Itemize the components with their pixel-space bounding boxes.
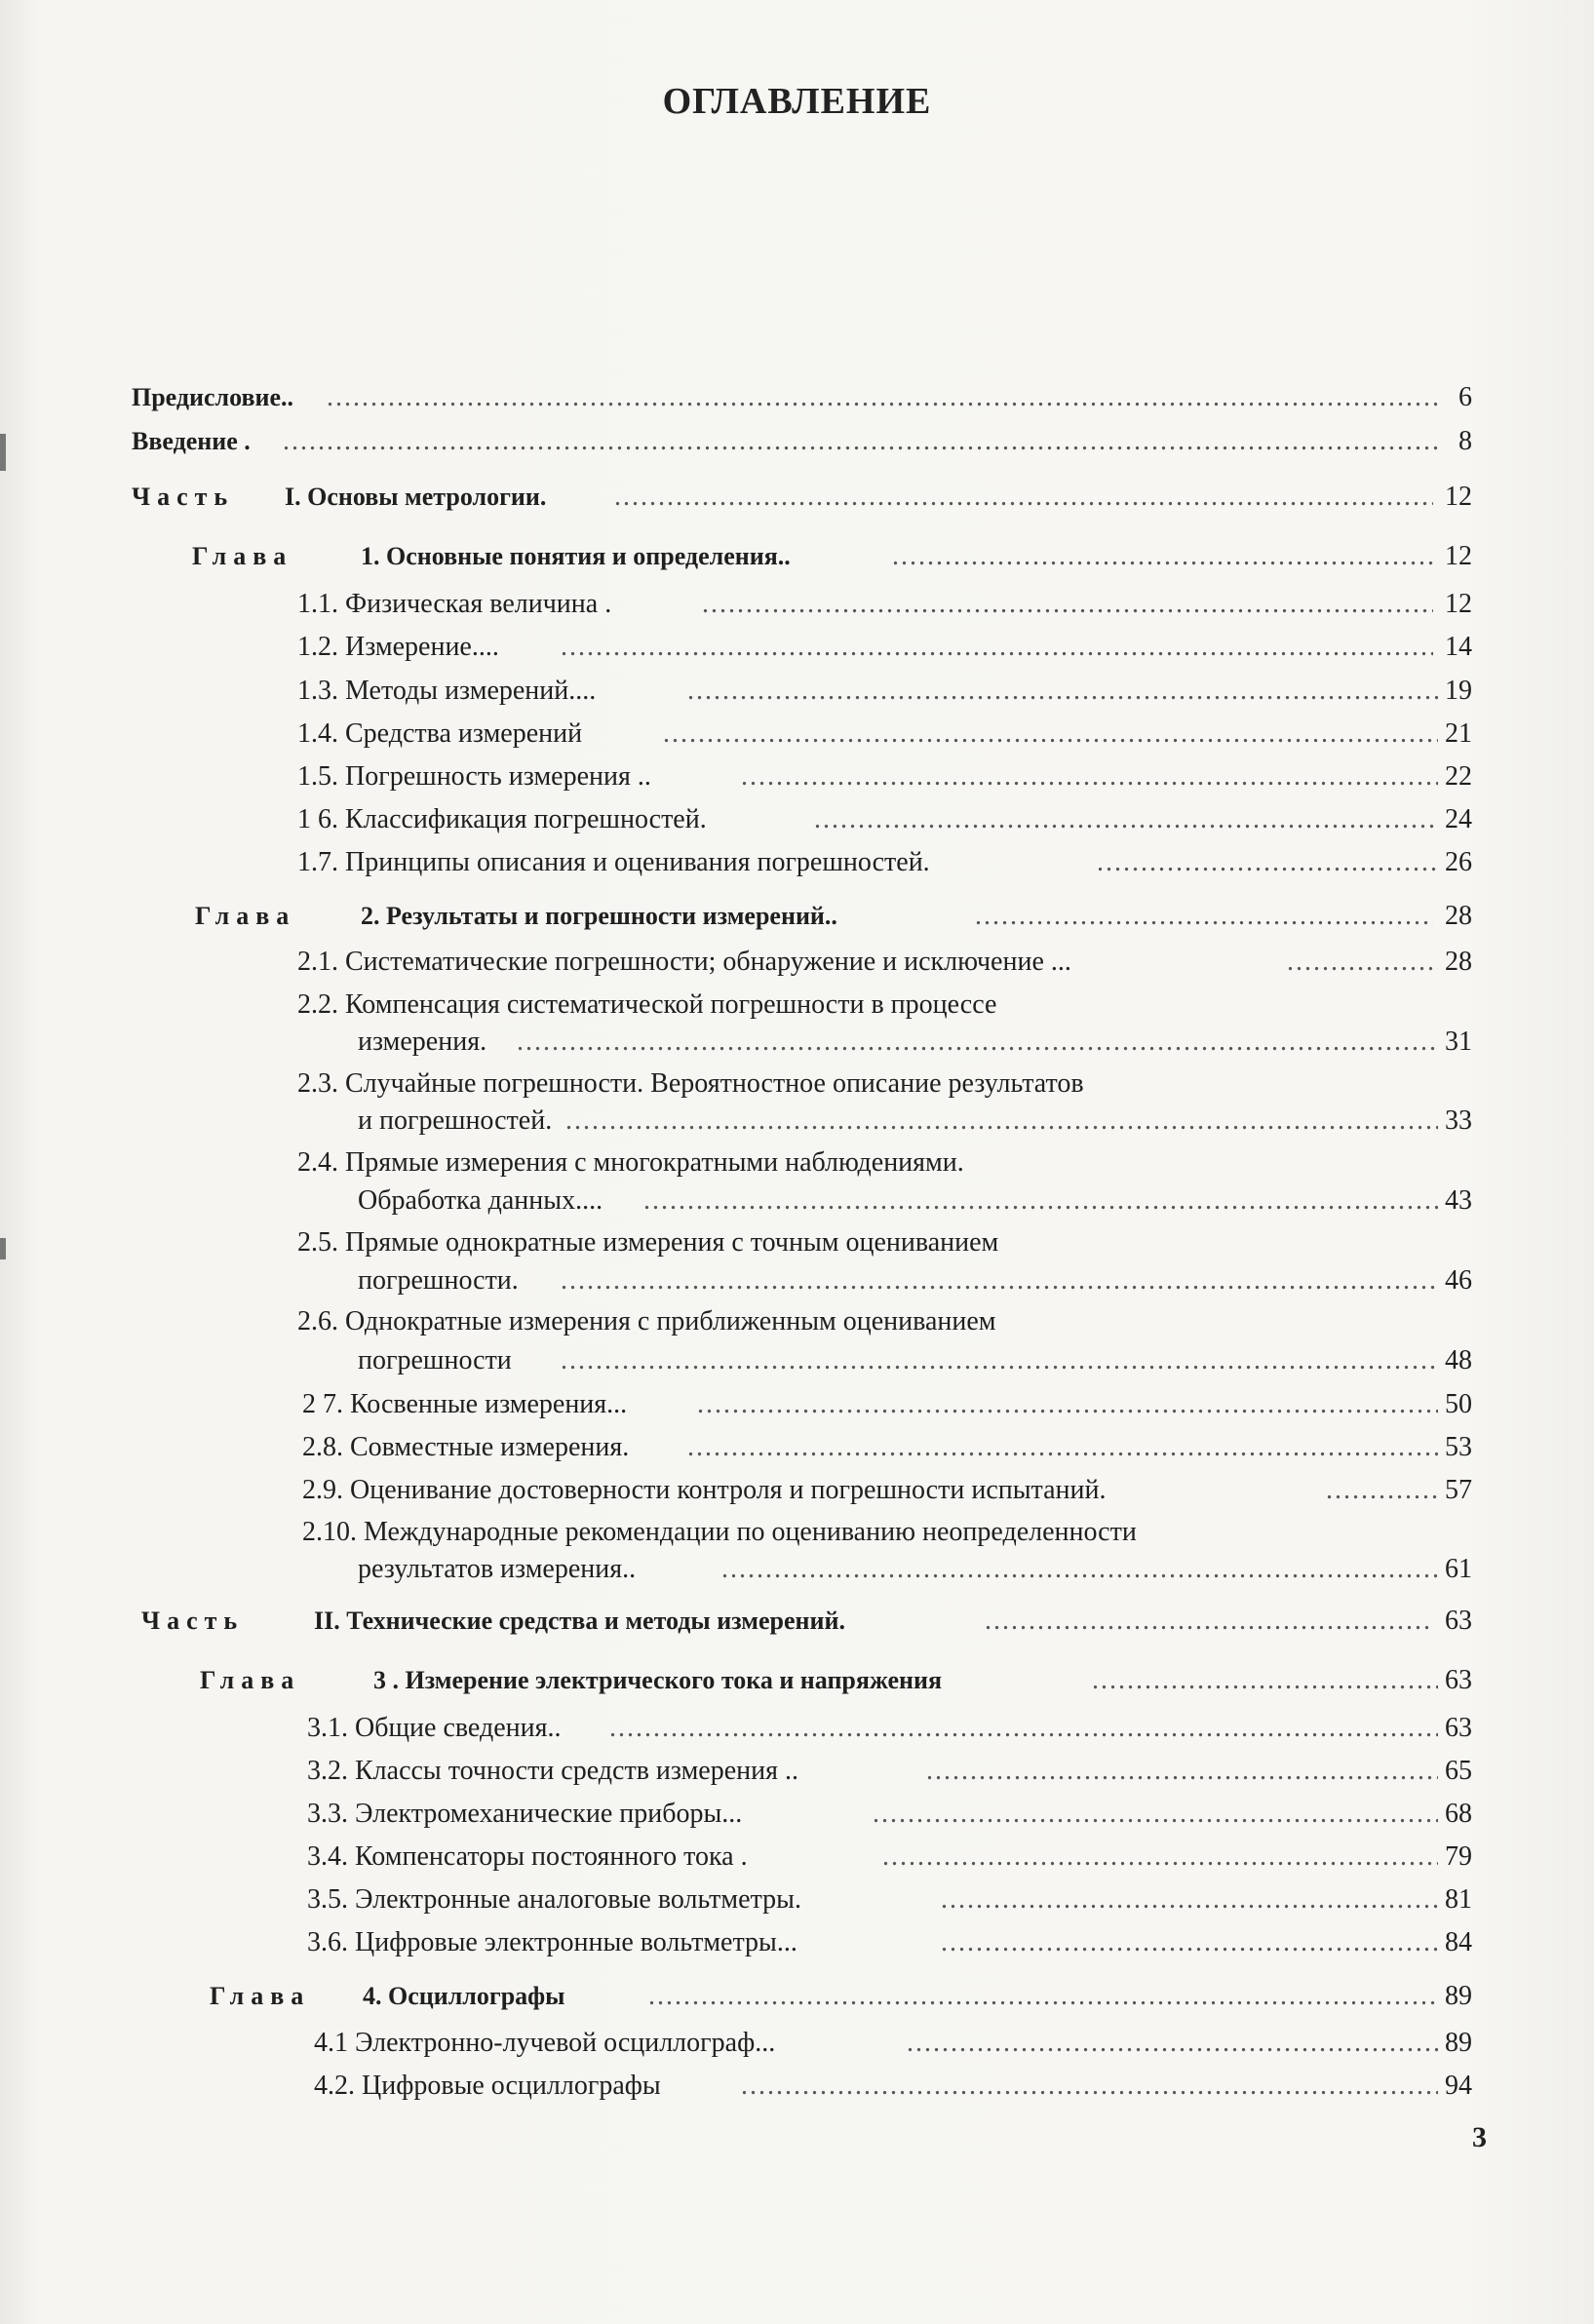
toc-entry-label: 1.7. Принципы описания и оценивания погрешностей. [297,847,930,877]
toc-entry-label: 1.3. Методы измерений.... [297,676,597,706]
toc-page-number: 65 [1445,1756,1472,1786]
dot-leader [327,381,1443,414]
toc-page-number: 28 [1445,947,1472,977]
toc-entry-label: 2 7. Косвенные измерения... [302,1389,628,1419]
toc-entry-label-continuation: измерения. [358,1026,487,1057]
toc-entry-label: II. Технические средства и методы измерений. [314,1607,845,1635]
toc-entry-label: 1.4. Средства измерений [297,718,583,749]
toc-entry-label: 2.4. Прямые измерения с многократными наблюдениями. [297,1147,964,1178]
toc-page-number: 81 [1445,1884,1472,1915]
toc-entry-section [0,1026,1594,1059]
toc-entry-label: 2. Результаты и погрешности измерений.. [361,902,837,930]
toc-page-number: 50 [1445,1389,1472,1419]
toc-page-number: 57 [1445,1475,1472,1505]
dot-leader [561,1264,1438,1298]
dot-leader [643,1184,1438,1218]
dot-leader [941,1926,1438,1959]
dot-leader [926,1755,1438,1788]
dot-leader [687,675,1438,708]
toc-entry-label: 2.6. Однократные измерения с приближенным оцениванием [297,1306,996,1336]
toc-entry-section [0,2027,1594,2060]
toc-entry-introduction [0,425,1594,458]
toc-entry-chapter-4 [0,1980,1594,2013]
toc-entry-label: 3.2. Классы точности средств измерения .. [307,1756,798,1786]
dot-leader [283,425,1443,458]
toc-entry-chapter-1 [0,540,1594,573]
toc-page-number: 8 [1458,426,1472,456]
toc-page-number: 89 [1445,2028,1472,2058]
toc-entry-section [0,1553,1594,1586]
dot-leader [1097,846,1438,879]
toc-entry-section [0,803,1594,836]
toc-entry-section [0,1264,1594,1298]
toc-entry-section [0,1474,1594,1507]
toc-entry-label: 3.4. Компенсаторы постоянного тока . [307,1841,748,1872]
toc-entry-label-continuation: погрешности. [358,1265,519,1296]
dot-leader [975,900,1433,933]
toc-entry-label: 2.9. Оценивание достоверности контроля и погрешности испытаний. [302,1475,1107,1505]
dot-leader [614,481,1433,514]
dot-leader [702,588,1433,621]
toc-entry-part-1 [0,481,1594,514]
toc-entry-section [0,1431,1594,1464]
dot-leader [565,1104,1438,1138]
toc-page-number: 63 [1445,1606,1472,1636]
toc-entry-section [0,1883,1594,1917]
toc-entry-label: 3.3. Электромеханические приборы... [307,1799,743,1829]
toc-entry-label: Введение . [132,427,251,455]
toc-entry-section [0,588,1594,621]
toc-entry-section [0,631,1594,664]
dot-leader [941,1883,1438,1917]
toc-entry-section [0,717,1594,751]
toc-entry-section [0,1104,1594,1138]
toc-page-number: 22 [1445,761,1472,792]
toc-page-number: 33 [1445,1105,1472,1136]
toc-entry-label-continuation: и погрешностей. [358,1105,553,1136]
toc-page-number: 6 [1458,382,1472,412]
toc-page-number: 79 [1445,1841,1472,1872]
toc-entry-preface [0,381,1594,414]
toc-entry-section [0,846,1594,879]
dot-leader [814,803,1438,836]
toc-entry-section [0,1840,1594,1874]
dot-leader [741,2070,1438,2103]
toc-entry-label: 3.1. Общие сведения.. [307,1713,562,1743]
toc-page-number: 21 [1445,718,1472,749]
toc-entry-section [0,946,1594,979]
toc-entry-section [0,675,1594,708]
toc-page-number: 12 [1445,589,1472,619]
toc-page-number: 53 [1445,1432,1472,1462]
toc-entry-label: 2.10. Международные рекомендации по оцениванию неопределенности [302,1517,1137,1547]
toc-entry-chapter-2 [0,900,1594,933]
toc-chapter-prefix: Глава [200,1666,301,1694]
page-title: ОГЛАВЛЕНИЕ [662,81,932,122]
dot-leader [892,540,1433,573]
toc-page-number: 19 [1445,676,1472,706]
toc-entry-label: 2.1. Систематические погрешности; обнаружение и исключение ... [297,947,1071,977]
dot-leader [985,1605,1433,1638]
toc-page-number: 61 [1445,1554,1472,1584]
toc-chapter-prefix: Глава [210,1982,311,2010]
toc-page-number: 24 [1445,804,1472,834]
toc-page-number: 28 [1445,901,1472,931]
toc-chapter-prefix: Глава [195,902,296,930]
toc-page-number: 94 [1445,2071,1472,2101]
toc-page-number: 12 [1445,482,1472,512]
dot-leader [741,760,1438,794]
dot-leader [663,717,1438,751]
dot-leader [873,1798,1438,1831]
toc-entry-label-continuation: погрешности [358,1345,512,1375]
toc-entry-section [0,1184,1594,1218]
toc-page-number: 68 [1445,1799,1472,1829]
toc-page-number: 63 [1445,1665,1472,1695]
toc-entry-part-2 [0,1605,1594,1638]
dot-leader [1287,946,1438,979]
dot-leader [561,631,1433,664]
dot-leader [687,1431,1438,1464]
dot-leader [609,1712,1438,1745]
toc-page-number: 84 [1445,1927,1472,1957]
page-number-folio: 3 [1472,2121,1487,2153]
toc-entry-label: 2.3. Случайные погрешности. Вероятностное описание результатов [297,1068,1084,1099]
dot-leader [561,1344,1438,1377]
dot-leader [517,1026,1438,1059]
toc-chapter-prefix: Глава [192,542,293,570]
toc-entry-label: I. Основы метрологии. [285,483,547,511]
dot-leader [1326,1474,1438,1507]
toc-entry-section [0,2070,1594,2103]
toc-entry-label: 2.5. Прямые однократные измерения с точным оцениванием [297,1227,999,1258]
toc-page-number: 63 [1445,1713,1472,1743]
toc-part-prefix: Часть [132,483,235,511]
toc-page-number: 12 [1445,541,1472,571]
toc-entry-label-continuation: Обработка данных.... [358,1185,603,1216]
toc-entry-section [0,1926,1594,1959]
dot-leader [907,2027,1438,2060]
toc-page-number: 48 [1445,1345,1472,1375]
toc-entry-label: 1.5. Погрешность измерения .. [297,761,651,792]
dot-leader [648,1980,1438,2013]
toc-entry-section [0,1798,1594,1831]
toc-entry-label: 1.2. Измерение.... [297,632,499,662]
toc-entry-section [0,760,1594,794]
toc-entry-section [0,1712,1594,1745]
toc-entry-label: 4.2. Цифровые осциллографы [314,2071,661,2101]
toc-entry-label-continuation: результатов измерения.. [358,1554,637,1584]
toc-entry-label: 4. Осциллографы [363,1982,565,2010]
dot-leader [721,1553,1438,1586]
toc-entry-label: 1. Основные понятия и определения.. [361,542,791,570]
toc-entry-label: Предисловие.. [132,383,294,411]
toc-entry-label: 1 6. Классификация погрешностей. [297,804,707,834]
toc-page-number: 14 [1445,632,1472,662]
dot-leader [882,1840,1438,1874]
toc-entry-section [0,1388,1594,1421]
toc-entry-label: 2.2. Компенсация систематической погрешности в процессе [297,989,997,1020]
toc-page-number: 26 [1445,847,1472,877]
toc-entry-section [0,1755,1594,1788]
toc-entry-chapter-3 [0,1664,1594,1697]
dot-leader [1092,1664,1438,1697]
toc-page-number: 89 [1445,1981,1472,2011]
toc-entry-label: 2.8. Совместные измерения. [302,1432,630,1462]
toc-page-number: 46 [1445,1265,1472,1296]
toc-entry-label: 4.1 Электронно-лучевой осциллограф... [314,2028,776,2058]
toc-entry-label: 1.1. Физическая величина . [297,589,612,619]
toc-part-prefix: Часть [141,1607,245,1635]
toc-entry-section [0,1344,1594,1377]
toc-page-number: 43 [1445,1185,1472,1216]
toc-entry-label: 3.6. Цифровые электронные вольтметры... [307,1927,797,1957]
toc-entry-label: 3 . Измерение электрического тока и напряжения [373,1666,943,1694]
toc-page-number: 31 [1445,1026,1472,1057]
dot-leader [697,1388,1438,1421]
toc-entry-label: 3.5. Электронные аналоговые вольтметры. [307,1884,801,1915]
